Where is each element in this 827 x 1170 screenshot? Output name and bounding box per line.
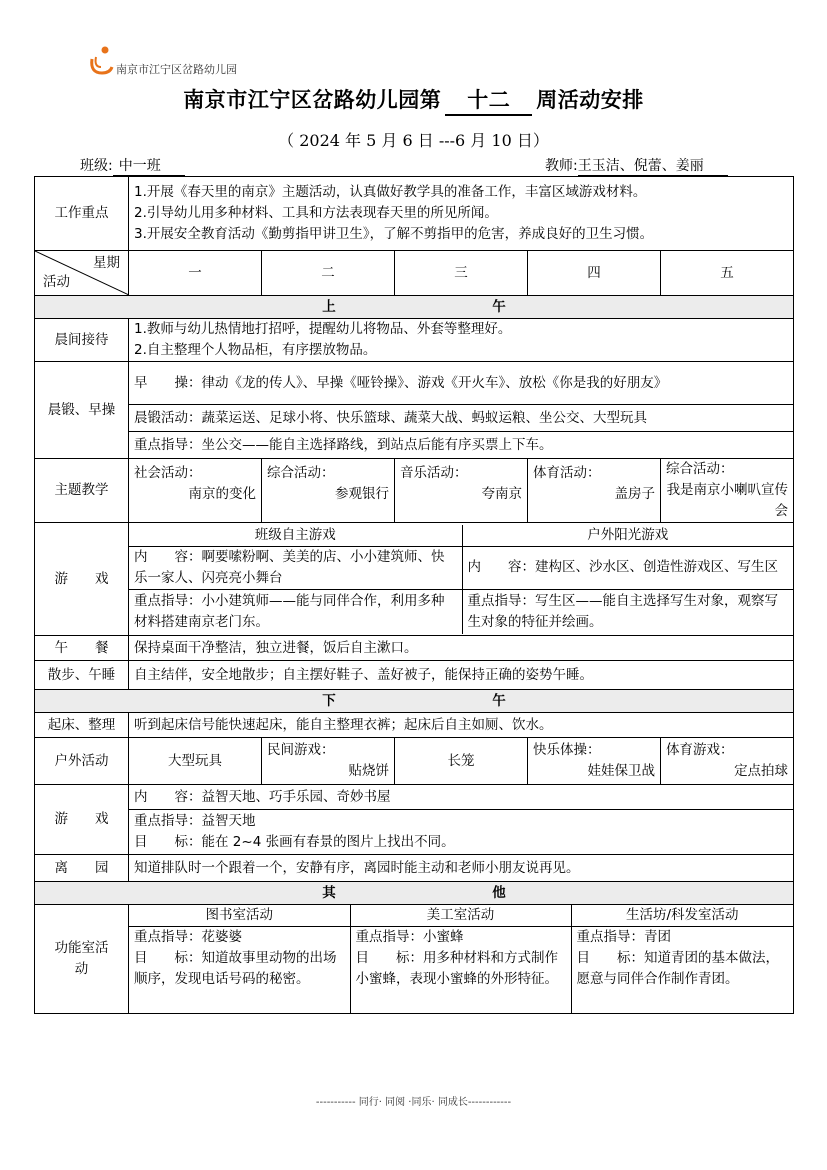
wake-content: 听到起床信号能快速起床，能自主整理衣裤；起床后自主如厕、饮水。 bbox=[129, 713, 794, 738]
theme-type: 体育活动： bbox=[533, 465, 601, 481]
games-pm-guide-cell bbox=[129, 810, 794, 855]
theme-name: 盖房子 bbox=[614, 486, 655, 502]
reception-content bbox=[129, 319, 794, 362]
function-room-content bbox=[129, 905, 794, 1014]
leave-row bbox=[35, 855, 794, 882]
morning-section-header bbox=[35, 296, 794, 319]
morning-activity: 晨锻活动：蔬菜运送、足球小将、快乐篮球、蔬菜大战、蚂蚁运粮、坐公交、大型玩具 bbox=[129, 405, 794, 432]
outdoor-type: 体育游戏： bbox=[666, 742, 734, 758]
function-room-row bbox=[35, 905, 794, 1014]
lunch-label: 午 餐 bbox=[35, 636, 129, 661]
date-range: （ 2024 年 5 月 6 日 ---6 月 10 日） bbox=[278, 131, 549, 150]
nap-row bbox=[35, 661, 794, 690]
library-detail bbox=[129, 927, 350, 1014]
afternoon-section-row bbox=[35, 690, 794, 713]
library-guide: 重点指导：花婆婆 bbox=[134, 929, 242, 945]
section-char: 下 bbox=[322, 692, 336, 709]
games-pm-content: 内 容：益智天地、巧手乐园、奇妙书屋 bbox=[129, 785, 794, 810]
outdoor-type: 快乐体操： bbox=[533, 742, 601, 758]
focus-label: 工作重点 bbox=[35, 177, 129, 251]
school-logo bbox=[88, 45, 237, 77]
theme-tuesday bbox=[262, 459, 395, 523]
morning-exercise: 早 操：律动《龙的传人》、早操《哑铃操》、游戏《开火车》、放松《你是我的好朋友》 bbox=[129, 362, 794, 405]
theme-row bbox=[35, 459, 794, 523]
theme-type: 音乐活动： bbox=[400, 465, 468, 481]
class-label: 班级: bbox=[80, 158, 113, 174]
class-info bbox=[80, 155, 185, 176]
logo-text: 南京市江宁区岔路幼儿园 bbox=[116, 63, 237, 76]
page-title bbox=[0, 84, 827, 116]
day-tuesday: 二 bbox=[262, 251, 395, 296]
art-room-guide: 重点指导：小蜜蜂 bbox=[355, 929, 464, 945]
art-room-goal: 目 标：用多种材料和方式制作小蜜蜂，表现小蜜蜂的外形特征。 bbox=[355, 950, 558, 987]
page-footer: ----------- 同行· 同阅 ·同乐· 同成长------------ bbox=[315, 1097, 512, 1108]
teacher-value: 王玉洁、倪蕾、姜丽 bbox=[578, 155, 728, 176]
function-room-label bbox=[35, 905, 129, 1014]
activity-label: 活动 bbox=[43, 274, 70, 290]
focus-line: 2.引导幼儿用多种材料、工具和方法表现春天里的所见所闻。 bbox=[134, 205, 498, 221]
day-monday: 一 bbox=[129, 251, 262, 296]
outdoor-tuesday bbox=[262, 738, 395, 785]
life-room-detail bbox=[571, 927, 793, 1014]
reception-label: 晨间接待 bbox=[35, 319, 129, 362]
section-char: 午 bbox=[492, 298, 506, 315]
focus-line: 1.开展《春天里的南京》主题活动，认真做好教学具的准备工作，丰富区域游戏材料。 bbox=[134, 184, 647, 200]
teacher-info bbox=[545, 155, 728, 176]
exercise-label: 晨锻、早操 bbox=[35, 362, 129, 459]
outdoor-type: 民间游戏： bbox=[267, 742, 335, 758]
class-value: 中一班 bbox=[113, 155, 185, 176]
weekday-header-row bbox=[35, 251, 794, 296]
morning-section-row bbox=[35, 296, 794, 319]
life-room-goal: 目 标：知道青团的基本做法，愿意与同伴合作制作青团。 bbox=[576, 950, 779, 987]
outdoor-name: 娃娃保卫战 bbox=[587, 763, 655, 779]
wake-row bbox=[35, 713, 794, 738]
day-thursday: 四 bbox=[528, 251, 661, 296]
games-pm-guide: 重点指导：益智天地 bbox=[134, 813, 256, 829]
day-friday: 五 bbox=[661, 251, 794, 296]
outdoor-thursday bbox=[528, 738, 661, 785]
games-pm-row-1 bbox=[35, 785, 794, 810]
other-section-row bbox=[35, 882, 794, 905]
outdoor-friday bbox=[661, 738, 794, 785]
section-char: 他 bbox=[492, 884, 506, 901]
theme-monday bbox=[129, 459, 262, 523]
logo-mark-icon bbox=[88, 45, 114, 77]
games-pm-row-2 bbox=[35, 810, 794, 855]
theme-name: 夸南京 bbox=[481, 486, 522, 502]
title-week: 十二 bbox=[445, 84, 532, 116]
theme-name: 南京的变化 bbox=[188, 486, 256, 502]
class-game-title: 班级自主游戏 bbox=[129, 525, 462, 547]
theme-wednesday bbox=[395, 459, 528, 523]
function-room-inner bbox=[129, 905, 793, 1013]
other-section-header bbox=[35, 882, 794, 905]
theme-type: 社会活动： bbox=[134, 465, 202, 481]
schedule-table bbox=[34, 176, 794, 1014]
wake-label: 起床、整理 bbox=[35, 713, 129, 738]
title-suffix: 周活动安排 bbox=[536, 87, 644, 112]
day-wednesday: 三 bbox=[395, 251, 528, 296]
focus-line: 3.开展安全教育活动《勤剪指甲讲卫生》，了解不剪指甲的危害，养成良好的卫生习惯。 bbox=[134, 226, 654, 242]
life-room-title: 生活坊/科发室活动 bbox=[571, 905, 793, 927]
theme-label: 主题教学 bbox=[35, 459, 129, 523]
section-char: 上 bbox=[322, 298, 336, 315]
outdoor-game-content: 内 容：建构区、沙水区、创造性游戏区、写生区 bbox=[462, 546, 793, 589]
theme-thursday bbox=[528, 459, 661, 523]
reception-line: 2.自主整理个人物品柜，有序摆放物品。 bbox=[134, 342, 377, 358]
lunch-row bbox=[35, 636, 794, 661]
outdoor-row bbox=[35, 738, 794, 785]
games-am-content bbox=[129, 523, 794, 636]
exercise-row-1 bbox=[35, 362, 794, 405]
art-room-detail bbox=[350, 927, 571, 1014]
outdoor-name: 定点拍球 bbox=[734, 763, 789, 779]
class-game-content: 内 容：啊要嗦粉啊、美美的店、小小建筑师、快乐一家人、闪亮亮小舞台 bbox=[129, 546, 462, 589]
theme-name: 参观银行 bbox=[335, 486, 389, 502]
teacher-label: 教师: bbox=[545, 158, 578, 174]
week-label: 星期 bbox=[93, 255, 120, 271]
games-pm-label: 游 戏 bbox=[35, 785, 129, 855]
focus-row bbox=[35, 177, 794, 251]
outdoor-monday bbox=[129, 738, 262, 785]
outdoor-name: 大型玩具 bbox=[168, 752, 222, 769]
library-goal: 目 标：知道故事里动物的出场顺序，发现电话号码的秘密。 bbox=[134, 950, 337, 987]
outdoor-name: 长笼 bbox=[447, 752, 475, 769]
theme-name: 我是南京小喇叭宣传会 bbox=[666, 482, 789, 519]
nap-label: 散步、午睡 bbox=[35, 661, 129, 690]
outdoor-wednesday bbox=[395, 738, 528, 785]
exercise-guide: 重点指导：坐公交——能自主选择路线，到站点后能有序买票上下车。 bbox=[129, 432, 794, 459]
life-room-guide: 重点指导：青团 bbox=[576, 929, 671, 945]
games-am-label: 游 戏 bbox=[35, 523, 129, 636]
nap-content: 自主结伴，安全地散步；自主摆好鞋子、盖好被子，能保持正确的姿势午睡。 bbox=[129, 661, 794, 690]
outdoor-game-title: 户外阳光游戏 bbox=[462, 525, 793, 547]
function-room-label-text: 功能室活动 bbox=[54, 940, 109, 977]
section-char: 其 bbox=[322, 884, 336, 901]
afternoon-section-header bbox=[35, 690, 794, 713]
reception-line: 1.教师与幼儿热情地打招呼，提醒幼儿将物品、外套等整理好。 bbox=[134, 321, 512, 337]
art-room-title: 美工室活动 bbox=[350, 905, 571, 927]
class-game-guide: 重点指导：小小建筑师——能与同伴合作，利用多种材料搭建南京老门东。 bbox=[129, 589, 462, 634]
section-char: 午 bbox=[492, 692, 506, 709]
leave-label: 离 园 bbox=[35, 855, 129, 882]
exercise-row-3 bbox=[35, 432, 794, 459]
title-prefix: 南京市江宁区岔路幼儿园第 bbox=[183, 87, 442, 112]
games-am-inner bbox=[129, 525, 793, 634]
games-am-row bbox=[35, 523, 794, 636]
leave-content: 知道排队时一个跟着一个，安静有序，离园时能主动和老师小朋友说再见。 bbox=[129, 855, 794, 882]
library-title: 图书室活动 bbox=[129, 905, 350, 927]
outdoor-name: 贴烧饼 bbox=[348, 763, 389, 779]
games-pm-goal: 目 标：能在 2~4 张画有春景的图片上找出不同。 bbox=[134, 834, 455, 850]
lunch-content: 保持桌面干净整洁，独立进餐，饭后自主漱口。 bbox=[129, 636, 794, 661]
outdoor-label: 户外活动 bbox=[35, 738, 129, 785]
focus-content bbox=[129, 177, 794, 251]
reception-row bbox=[35, 319, 794, 362]
outdoor-game-guide: 重点指导：写生区——能自主选择写生对象，观察写生对象的特征并绘画。 bbox=[467, 592, 778, 630]
theme-friday bbox=[661, 459, 794, 523]
exercise-row-2 bbox=[35, 405, 794, 432]
diagonal-header-cell bbox=[35, 251, 129, 296]
theme-type: 综合活动： bbox=[267, 465, 335, 481]
theme-type: 综合活动： bbox=[666, 461, 734, 477]
